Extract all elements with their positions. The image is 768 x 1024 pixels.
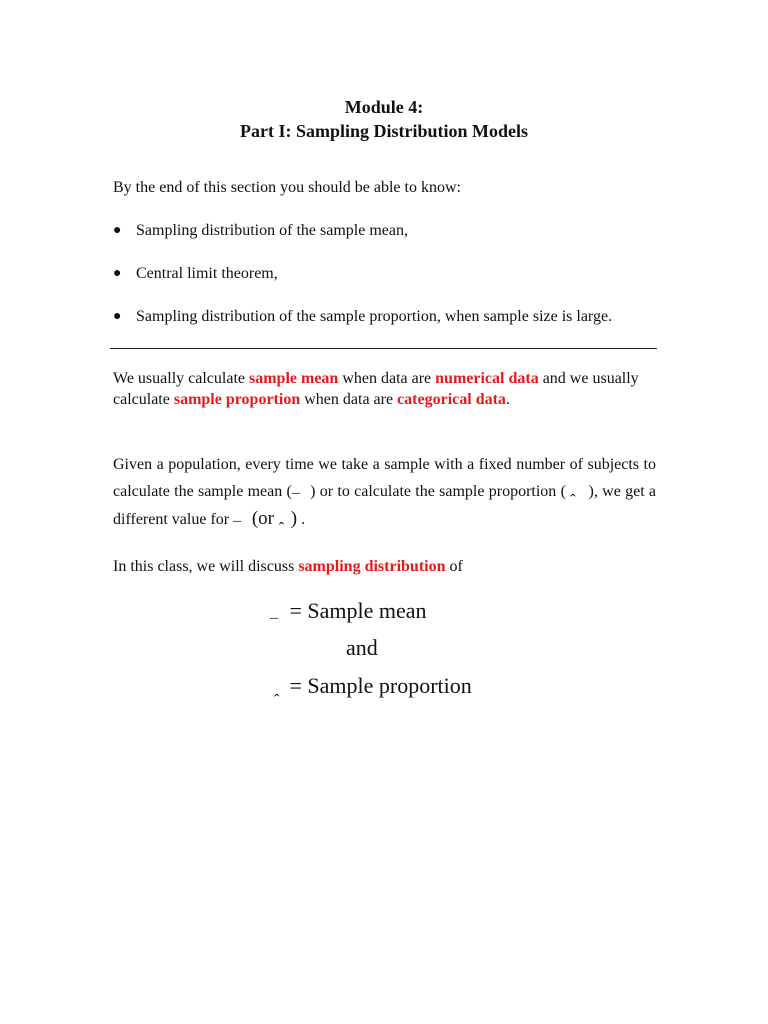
- text-run: ), we get a different value for: [113, 483, 657, 528]
- equation-text: = Sample proportion: [284, 673, 472, 698]
- text-run: Given a population, every time we take a sample with a fixed number of subjects to calculate the sample mean (: [113, 456, 656, 500]
- and-word: and: [346, 635, 378, 660]
- bullet-icon: ●: [113, 309, 122, 324]
- highlight-numerical-data: numerical data: [435, 370, 539, 387]
- given-paragraph: [113, 451, 657, 537]
- text-run: ): [290, 508, 298, 529]
- list-item-text: Sampling distribution of the sample mean,: [136, 222, 408, 239]
- hat-mark: ˆ: [570, 492, 576, 509]
- section-divider: [110, 348, 657, 349]
- list-item-text: Central limit theorem,: [136, 265, 278, 282]
- text-run: .: [297, 511, 306, 528]
- hat-mark: ˆ: [274, 692, 280, 709]
- highlight-sampling-distribution: sampling distribution: [298, 558, 446, 575]
- text-run: when data are: [300, 391, 398, 408]
- bullet-icon: ●: [113, 266, 122, 281]
- highlight-categorical-data: categorical data: [397, 391, 506, 408]
- highlight-sample-proportion: sample proportion: [173, 391, 301, 408]
- list-item-text: Sampling distribution of the sample proportion, when sample size is large.: [136, 308, 613, 325]
- text-run: and we usually calculate: [113, 370, 639, 408]
- hat-mark: ˆ: [278, 520, 285, 537]
- text-run: ) or to calculate the sample proportion (: [310, 483, 566, 500]
- sample-proportion-equation: [274, 672, 472, 709]
- highlight-sample-mean: sample mean: [248, 370, 339, 387]
- class-paragraph: [113, 556, 656, 577]
- part-title: Part I: Sampling Distribution Models: [239, 121, 529, 141]
- calc-paragraph: [113, 368, 656, 410]
- text-run: We usually calculate: [113, 370, 249, 387]
- text-run: of: [445, 558, 463, 575]
- text-run: .: [505, 391, 510, 408]
- sample-mean-equation: [270, 597, 427, 634]
- text-run: when data are: [338, 370, 436, 387]
- overbar-mark: ¯: [291, 492, 300, 509]
- overbar-mark: ¯: [233, 520, 242, 537]
- equation-text: = Sample mean: [284, 598, 427, 623]
- text-run: (or: [247, 508, 279, 529]
- text-run: In this class, we will discuss: [113, 558, 299, 575]
- intro-text: By the end of this section you should be able to know:: [113, 179, 461, 196]
- overbar-mark: ¯: [270, 617, 278, 634]
- module-title: Module 4:: [344, 97, 424, 117]
- bullet-icon: ●: [113, 223, 122, 238]
